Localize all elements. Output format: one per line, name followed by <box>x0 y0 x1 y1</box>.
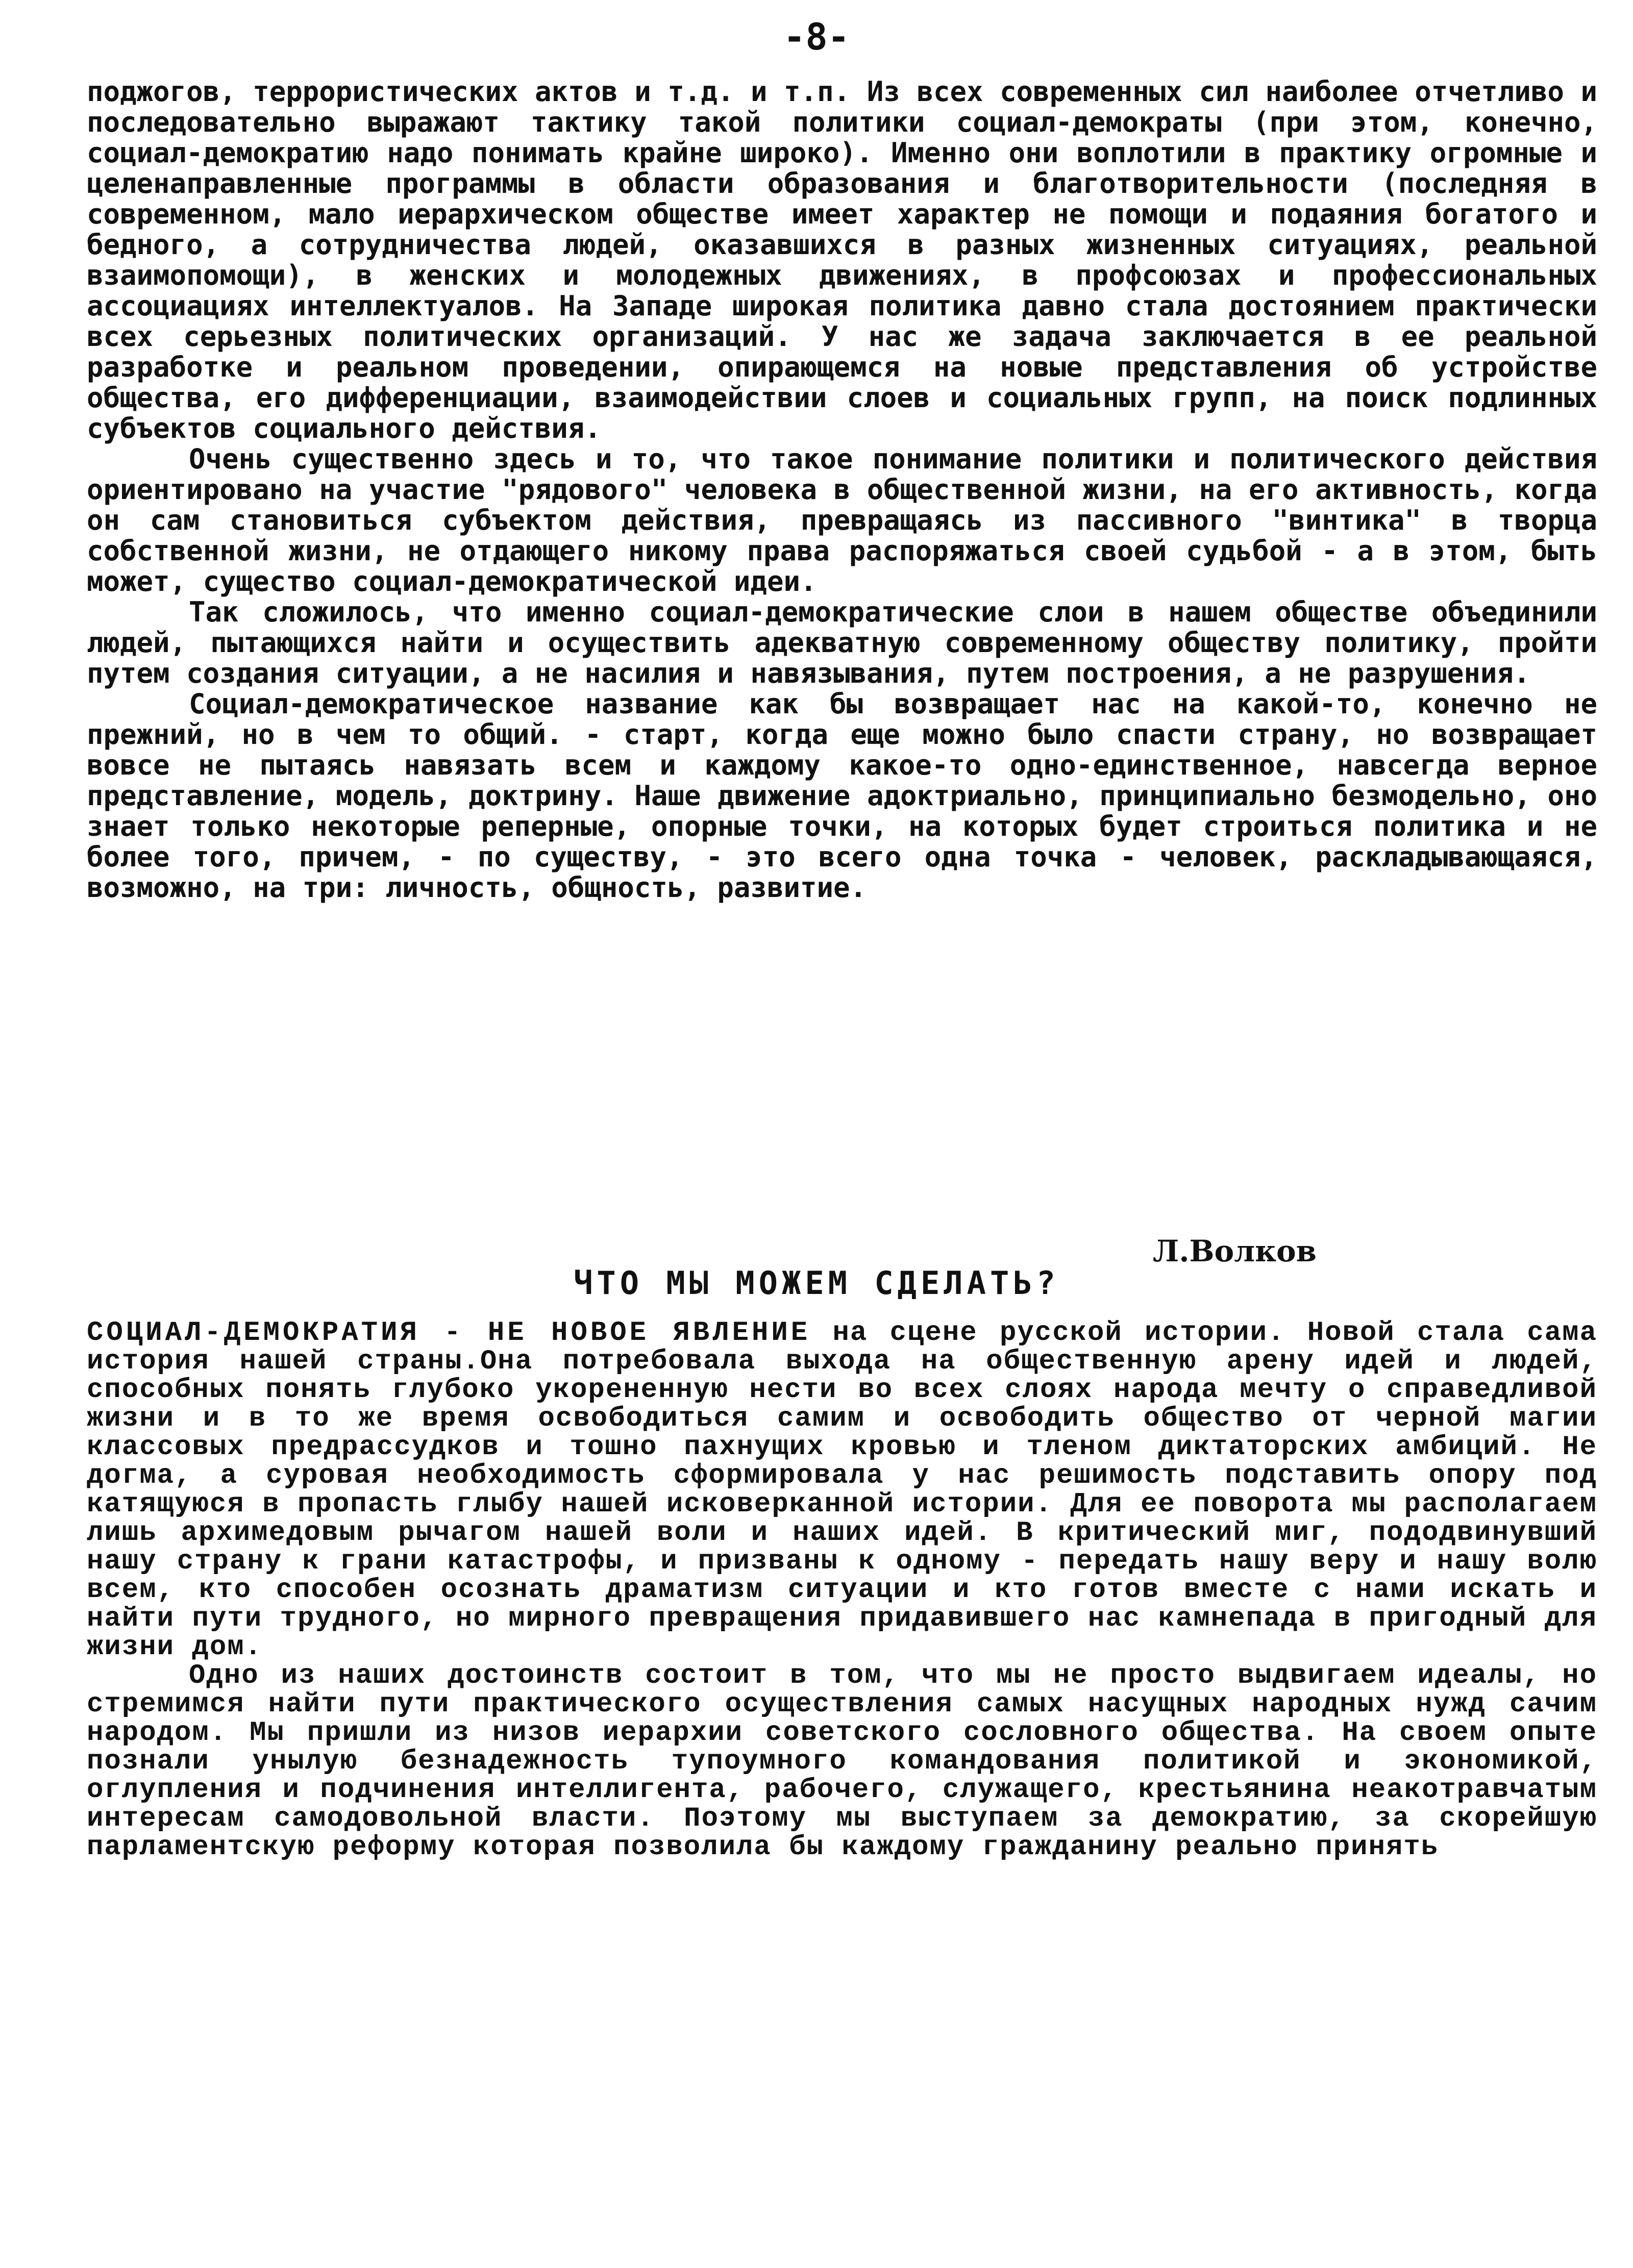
paragraph: Одно из наших достоинств состоит в том, что мы не просто выдвигаем идеалы, но стремимся найти пути практического осуществления самых насущных народных нужд сачим народом. Мы пришли из низов иерархии советского сословного общества. На своем опыте познали унылую безнадежность тупоумного командования политикой и экономикой, оглупления и подчинения интеллигента, рабочего, служащего, крестьянина неакотравчатым интересам самодовольной власти. Поэтому мы выступаем за демократию, за скорейшую парламентскую реформу которая позволила бы каждому гражданину реально принять <box>87 1660 1597 1863</box>
article-title: ЧТО МЫ МОЖЕМ СДЕЛАТЬ? <box>574 1264 1059 1302</box>
paragraph: Так сложилось, что именно социал-демократические слои в нашем обществе объединили людей, пытающихся найти и осуществить адекватную современному обществу политику, пройти путем создания ситуации, а не насилия и навязывания, путем построения, а не разрушения. <box>87 596 1597 689</box>
lead-in-text: СОЦИАЛ-ДЕМОКРАТИЯ - НЕ НОВОЕ ЯВЛЕНИЕ <box>87 1317 811 1349</box>
paragraph: Социал-демократическое название как бы возвращает нас на какой-то, конечно не прежний, но в чем то общий. - старт, когда еще можно было спасти страну, но возвращает вовсе не пытаясь навязать всем и каждому какое-то одно-единственное, навсегда верное представление, модель, доктрину. Наше движение адоктриально, принципиально безмодельно, оно знает только некоторые реперные, опорные точки, на которых будет строиться политика и не более того, причем, - по существу, - это всего одна точка - человек, раскладывающаяся, возможно, на три: личность, общность, развитие. <box>87 688 1597 904</box>
article-author: Л.Волков <box>1153 1234 1317 1268</box>
paragraph <box>87 1319 1597 1662</box>
page-number: -8- <box>783 15 850 58</box>
article-continuation <box>87 77 1597 903</box>
paragraph-text: на сцене русской истории. Новой стала сама история нашей страны.Она потребовала выхода на общественную арену идей и людей, способных понять глубоко укорененную нести во всех слоях народа мечту о справедливой жизни и в то же время освободиться самим и освободить общество от черной магии классовых предрассудков и тошно пахнущих кровью и тленом диктаторских амбиций. Не догма, а суровая необходимость сформировала у нас решимость подставить опору под катящуюся в пропасть глыбу нашей исковерканной истории. Для ее поворота мы располагаем лишь архимедовым рычагом нашей воли и наших идей. В критический миг, пододвинувший нашу страну к грани катастрофы, и призваны к одному - передать нашу веру и нашу волю всем, кто способен осознать драматизм ситуации и кто готов вместе с нами искать и найти пути трудного, но мирного превращения придавившего нас камнепада в пригодный для жизни дом. <box>87 1317 1597 1663</box>
article-body <box>87 1319 1597 1862</box>
paragraph: Очень существенно здесь и то, что такое понимание политики и политического действия ориентировано на участие "рядового" человека в общественной жизни, на его активность, когда он сам становиться субъектом действия, превращаясь из пассивного "винтика" в творца собственной жизни, не отдающего никому права распоряжаться своей судьбой - а в этом, быть может, существо социал-демократической идеи. <box>87 443 1597 597</box>
paragraph: поджогов, террористических актов и т.д. и т.п. Из всех современных сил наиболее отчетливо и последовательно выражают тактику такой политики социал-демократы (при этом, конечно, социал-демократию надо понимать крайне широко). Именно они воплотили в практику огромные и целенаправленные программы в области образования и благотворительности (последняя в современном, мало иерархическом обществе имеет характер не помощи и подаяния богатого и бедного, а сотрудничества людей, оказавшихся в разных жизненных ситуациях, реальной взаимопомощи), в женских и молодежных движениях, в профсоюзах и профессиональных ассоциациях интеллектуалов. На Западе широкая политика давно стала достоянием практически всех серьезных политических организаций. У нас же задача заключается в ее реальной разработке и реальном проведении, опирающемся на новые представления об устройстве общества, его дифференциации, взаимодействии слоев и социальных групп, на поиск подлинных субъектов социального действия. <box>87 76 1597 444</box>
